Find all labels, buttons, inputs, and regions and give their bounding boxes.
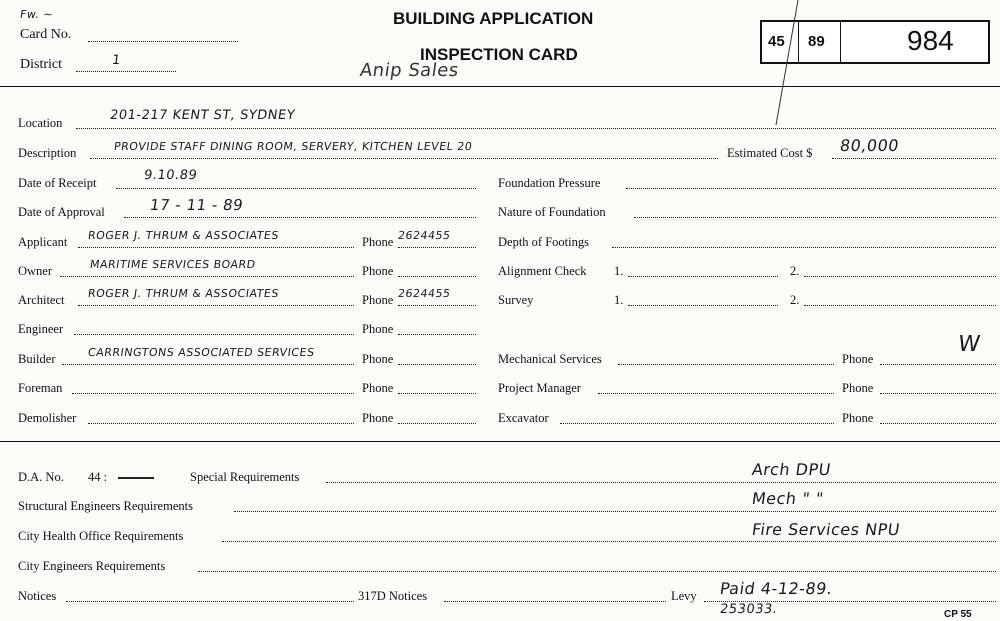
divider-top <box>0 86 1000 87</box>
top-note: Fw. ~ <box>19 8 54 21</box>
health-requirements-label: City Health Office Requirements <box>18 529 184 543</box>
ref-c: 984 <box>907 25 954 56</box>
alignment-check-1: 1. <box>614 264 624 278</box>
mechanical-phone: W <box>956 332 983 357</box>
builder-label: Builder <box>18 352 56 366</box>
excavator-label: Excavator <box>498 411 549 425</box>
notices-317d-label: 317D Notices <box>358 589 428 603</box>
card-no-line <box>88 41 238 42</box>
da-no-value: 44 : <box>88 470 108 484</box>
date-receipt-value: 9.10.89 <box>142 168 199 183</box>
special-requirements-value: Arch DPU <box>750 460 833 479</box>
demolisher-label: Demolisher <box>18 411 77 425</box>
divider-bottom <box>0 441 1000 442</box>
applicant-label: Applicant <box>18 235 68 249</box>
depth-footings-label: Depth of Footings <box>498 235 589 249</box>
demolisher-phone-label: Phone <box>362 411 394 425</box>
title-line-1: BUILDING APPLICATION <box>393 9 594 28</box>
owner-label: Owner <box>18 264 53 278</box>
foreman-phone-label: Phone <box>362 381 394 395</box>
notices-label: Notices <box>18 589 57 603</box>
da-dash <box>118 477 154 479</box>
da-no-label: D.A. No. <box>18 470 64 484</box>
architect-phone-label: Phone <box>362 293 394 307</box>
architect-value: ROGER J. THRUM & ASSOCIATES <box>87 287 280 300</box>
applicant-phone: 2624455 <box>397 229 452 242</box>
description-label: Description <box>18 146 77 160</box>
district-line <box>76 71 176 72</box>
title-line-2: INSPECTION CARD <box>420 45 578 64</box>
structural-requirements-value: Mech " " <box>750 489 825 508</box>
receipt-no: 253033. <box>718 602 779 617</box>
mechanical-phone-label: Phone <box>842 352 874 366</box>
health-requirements-value: Fire Services NPU <box>750 520 902 539</box>
header-scrawl: Anip Sales <box>358 60 461 81</box>
owner-value: MARITIME SERVICES BOARD <box>89 258 257 271</box>
ref-a: 45 <box>768 33 785 50</box>
owner-phone-label: Phone <box>362 264 394 278</box>
structural-requirements-label: Structural Engineers Requirements <box>18 499 193 513</box>
date-approval-label: Date of Approval <box>18 205 105 219</box>
architect-phone: 2624455 <box>397 287 452 300</box>
engineer-phone-label: Phone <box>362 322 394 336</box>
description-value: PROVIDE STAFF DINING ROOM, SERVERY, KITCHEN LEVEL 20 <box>113 140 474 153</box>
architect-label: Architect <box>18 293 65 307</box>
date-approval-value: 17 - 11 - 89 <box>148 196 245 214</box>
card-no-label: Card No. <box>20 27 72 42</box>
form-code: CP 55 <box>944 609 972 620</box>
estimated-cost-value: 80,000 <box>838 136 901 155</box>
excavator-phone-label: Phone <box>842 411 874 425</box>
alignment-check-2: 2. <box>790 264 800 278</box>
foreman-label: Foreman <box>18 381 63 395</box>
applicant-value: ROGER J. THRUM & ASSOCIATES <box>87 229 280 242</box>
levy-value: Paid 4-12-89. <box>718 579 834 598</box>
district-label: District <box>20 57 62 72</box>
applicant-phone-label: Phone <box>362 235 394 249</box>
location-label: Location <box>18 116 63 130</box>
date-receipt-label: Date of Receipt <box>18 176 97 190</box>
engineer-label: Engineer <box>18 322 64 336</box>
city-engineers-label: City Engineers Requirements <box>18 559 166 573</box>
ref-b: 89 <box>808 33 825 50</box>
alignment-check-label: Alignment Check <box>498 264 587 278</box>
foundation-pressure-label: Foundation Pressure <box>498 176 601 190</box>
district-value: 1 <box>110 53 122 68</box>
estimated-cost-label: Estimated Cost $ <box>727 146 813 160</box>
mechanical-services-label: Mechanical Services <box>498 352 602 366</box>
survey-2: 2. <box>790 293 800 307</box>
builder-phone-label: Phone <box>362 352 394 366</box>
pen-stroke-icon <box>770 0 810 130</box>
levy-label: Levy <box>671 589 697 603</box>
survey-1: 1. <box>614 293 624 307</box>
project-manager-phone-label: Phone <box>842 381 874 395</box>
location-value: 201-217 KENT ST, SYDNEY <box>108 108 297 123</box>
project-manager-label: Project Manager <box>498 381 581 395</box>
special-requirements-label: Special Requirements <box>190 470 300 484</box>
builder-value: CARRINGTONS ASSOCIATED SERVICES <box>87 346 316 359</box>
survey-label: Survey <box>498 293 534 307</box>
nature-foundation-label: Nature of Foundation <box>498 205 606 219</box>
